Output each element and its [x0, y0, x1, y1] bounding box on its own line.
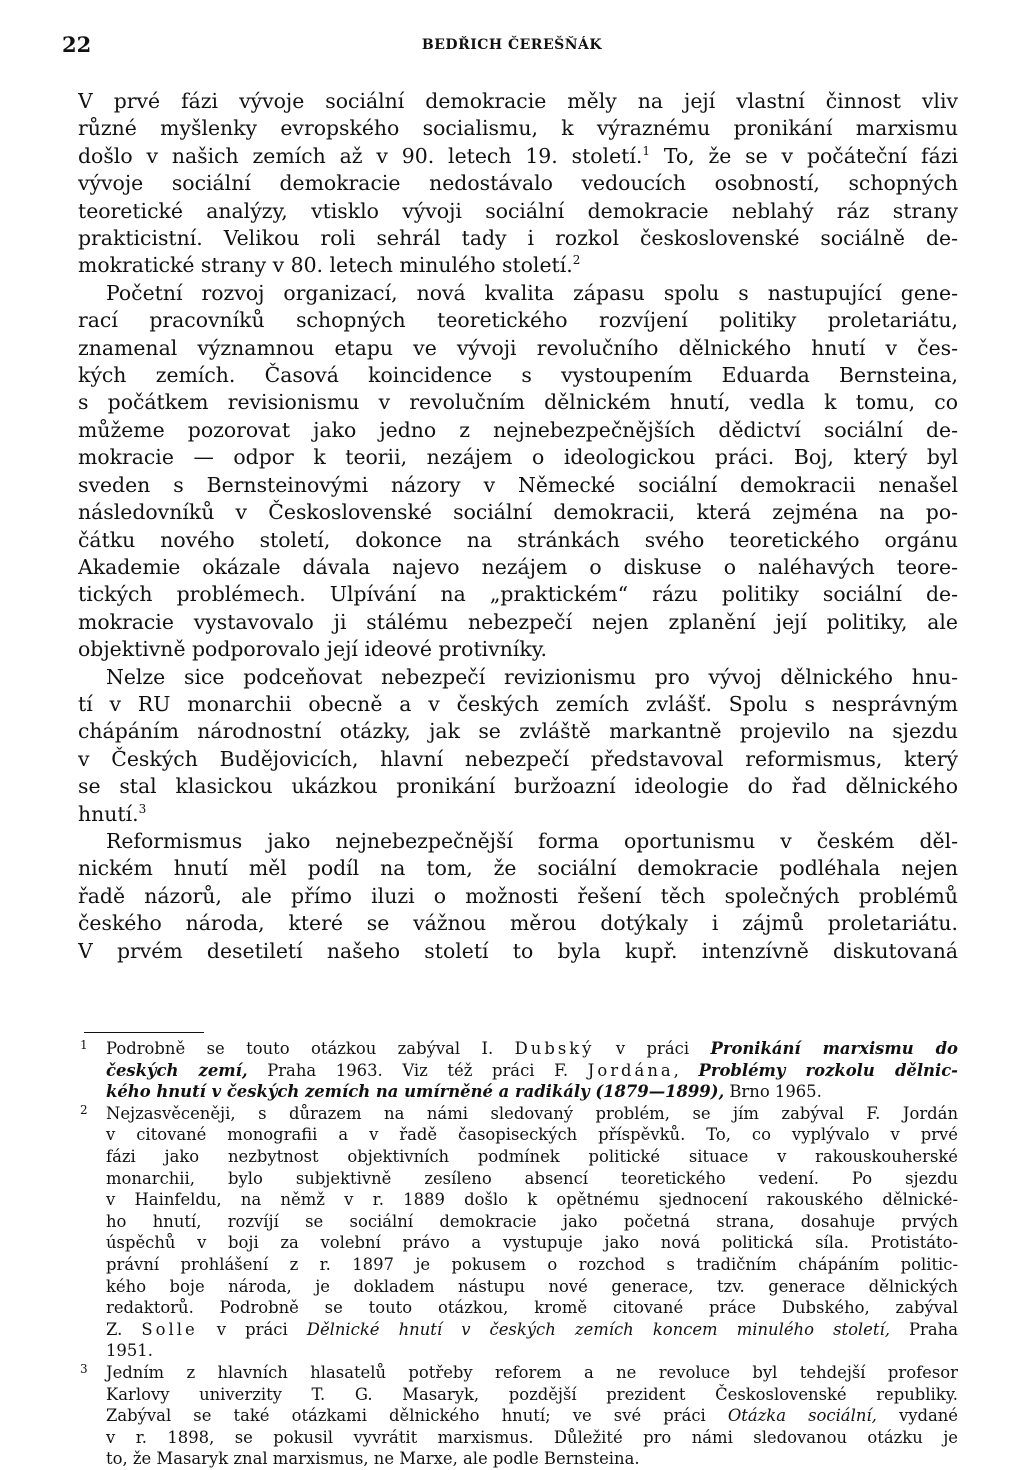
footnote-line: úspěchů v boji za volební právo a vystupuje jako nová politická síla. Protistáto-	[106, 1233, 958, 1253]
text-line: Reformismus jako nejnebezpečnější forma oportunismu v českém děl-	[106, 828, 958, 853]
footnote-line: to, že Masaryk znal marxismus, ne Marxe, ale podle Bernsteina.	[106, 1449, 640, 1469]
footnote-mark: 3	[80, 1361, 88, 1376]
footnote-mark: 1	[80, 1038, 88, 1052]
text-line: chápáním národnostní otázky, jak se zvláště markantně projevilo na sjezdu	[78, 719, 958, 744]
text-line: kých zemích. Časová koincidence s vystoupením Eduarda Bernsteina,	[78, 363, 958, 388]
footnote-ref-1[interactable]: 1	[642, 143, 650, 158]
text-line: s počátkem revisionismu v revolučním dělnickém hnutí, vedla k tomu, co	[78, 390, 958, 415]
text-line: rací pracovníků schopných teoretického rozvíjení politiky proletariátu,	[78, 308, 958, 333]
text-line: Početní rozvoj organizací, nová kvalita zápasu spolu s nastupující gene-	[106, 280, 958, 305]
footnote-line: Podrobně se touto otázkou zabýval I. Dubský v práci Pronikání marxismu do	[106, 1039, 958, 1058]
footnote-ref-2[interactable]: 2	[572, 253, 581, 268]
text-line: V prvé fázi vývoje sociální demokracie měly na její vlastní činnost vliv	[78, 89, 958, 113]
text-line: Nelze sice podceňovat nebezpečí revizionismu pro vývoj dělnického hnu-	[106, 664, 958, 689]
main-text	[78, 88, 958, 965]
page-number: 22	[62, 32, 92, 57]
footnote-line: Z. Solle v práci Dělnické hnutí v českých zemích koncem minulého století, Praha	[106, 1319, 958, 1339]
footnote-line: Jedním z hlavních hlasatelů potřeby reforem a ne revoluce byl tehdejší profesor	[106, 1362, 958, 1382]
text-line: různé myšlenky evropského socialismu, k výraznému pronikání marxismu	[78, 116, 958, 141]
footnote-line: v Hainfeldu, na němž v r. 1889 došlo k opětnému sjednocení rakouského dělnické-	[106, 1190, 958, 1210]
footnote-line: fázi jako nezbytnost objektivních podmínek politické situace v rakouskouherské	[106, 1146, 958, 1166]
footnote-line: českých zemí, Praha 1963. Viz též práci F. Jordána, Problémy rozkolu dělnic-	[106, 1060, 958, 1080]
text-line: Akademie okázale dávala najevo nezájem o diskuse o naléhavých teore-	[78, 554, 958, 579]
footnote-line: Zabýval se také otázkami dělnického hnutí; ve své práci Otázka sociální, vydané	[106, 1406, 958, 1426]
text-line: objektivně podporovalo její ideové protivníky.	[78, 637, 547, 662]
footnote-1	[80, 1038, 958, 1103]
text-line: tí v RU monarchii obecně a v českých zemích zvlášť. Spolu s nesprávným	[78, 691, 958, 716]
footnote-line: monarchii, bylo subjektivně zesíleno absencí teoretického vedení. Po sjezdu	[106, 1168, 958, 1188]
text-line: můžeme pozorovat jako jedno z nejnebezpečnějších dědictví sociální de-	[78, 417, 958, 442]
text-line: mokracie — odpor k teorii, nezájem o ideologickou práci. Boj, který byl	[78, 445, 958, 470]
text-line: řadě názorů, ale přímo iluzi o možnosti řešení těch společných problémů	[78, 883, 958, 908]
text-line: mokratické strany v 80. letech minulého století.$^2$	[78, 253, 581, 278]
text-line: čátku nového století, dokonce na stránkách svého teoretického orgánu	[78, 527, 958, 552]
footnote-divider	[84, 1032, 204, 1033]
footnote-ref-3[interactable]: 3	[138, 801, 147, 816]
footnote-2	[80, 1103, 958, 1362]
footnote-line: Karlovy univerzity T. G. Masaryk, pozdější prezident Československé republiky.	[106, 1384, 958, 1404]
footnote-line: redaktorů. Podrobně se touto otázkou, kromě citované práce Dubského, zabýval	[106, 1298, 958, 1318]
text-line: teoretické analýzy, vtisklo vývoji sociální demokracie neblahý ráz strany	[78, 198, 958, 223]
footnote-line: v r. 1898, se pokusil vyvrátit marxismus. Důležité pro námi sledovanou otázku je	[106, 1427, 958, 1447]
text-line: se stal klasickou ukázkou pronikání buržoazní ideologie do řad dělnického	[78, 774, 958, 799]
footnotes	[80, 1038, 958, 1470]
text-line: V prvém desetiletí našeho století to byla kupř. intenzívně diskutovaná	[78, 938, 958, 963]
text-line: sveden s Bernsteinovými názory v Německé sociální demokracii nenašel	[78, 472, 958, 497]
text-line: vývoje sociální demokracie nedostávalo vedoucích osobností, schopných	[78, 171, 958, 196]
footnote-line: kého hnutí v českých zemích na umírněné a radikály (1879—1899), Brno 1965.	[106, 1082, 822, 1102]
text-line: tických problémech. Ulpívání na „praktickém“ rázu politiky sociální de-	[78, 582, 958, 607]
footnote-3	[80, 1362, 958, 1470]
footnote-line: v citované monografii a v řadě časopiseckých příspěvků. To, co vyplývalo v prvé	[106, 1125, 958, 1145]
footnote-mark: 2	[80, 1102, 88, 1117]
text-line: došlo v našich zemích až v 90. letech 19. století.$^1$ To, že se v počáteční fázi	[78, 143, 958, 168]
text-line: mokracie vystavovalo ji stálému nebezpečí nejen zplanění její politiky, ale	[78, 609, 958, 634]
footnote-line: 1951.	[106, 1341, 153, 1361]
running-head: BEDŘICH ČEREŠŇÁK	[421, 37, 603, 53]
text-line: znamenal významnou etapu ve vývoji revolučního dělnického hnutí v čes-	[78, 335, 958, 360]
text-line: v Českých Budějovicích, hlavní nebezpečí představoval reformismus, který	[78, 746, 958, 771]
footnote-line: Nejzasvěceněji, s důrazem na námi sledovaný problém, se jím zabýval F. Jordán	[106, 1103, 958, 1123]
footnote-line: ho hnutí, rozvíjí se sociální demokracie jako početná strana, dosahuje prvých	[106, 1211, 958, 1231]
text-line: následovníků v Československé sociální demokracii, která zejména na po-	[78, 500, 958, 525]
text-line: nickém hnutí měl podíl na tom, že sociální demokracie podléhala nejen	[78, 856, 958, 881]
footnote-line: právní prohlášení z r. 1897 je pokusem o rozchod s tradičním chápáním politic-	[106, 1254, 958, 1274]
text-line: prakticistní. Velikou roli sehrál tady i rozkol československé sociálně de-	[78, 226, 958, 251]
text-line: českého národa, které se vážnou měrou dotýkaly i zájmů proletariátu.	[78, 911, 958, 936]
footnote-line: kého boje národa, je dokladem nástupu nové generace, tzv. generace dělnických	[106, 1276, 958, 1296]
text-line: hnutí.$^3$	[78, 801, 147, 826]
